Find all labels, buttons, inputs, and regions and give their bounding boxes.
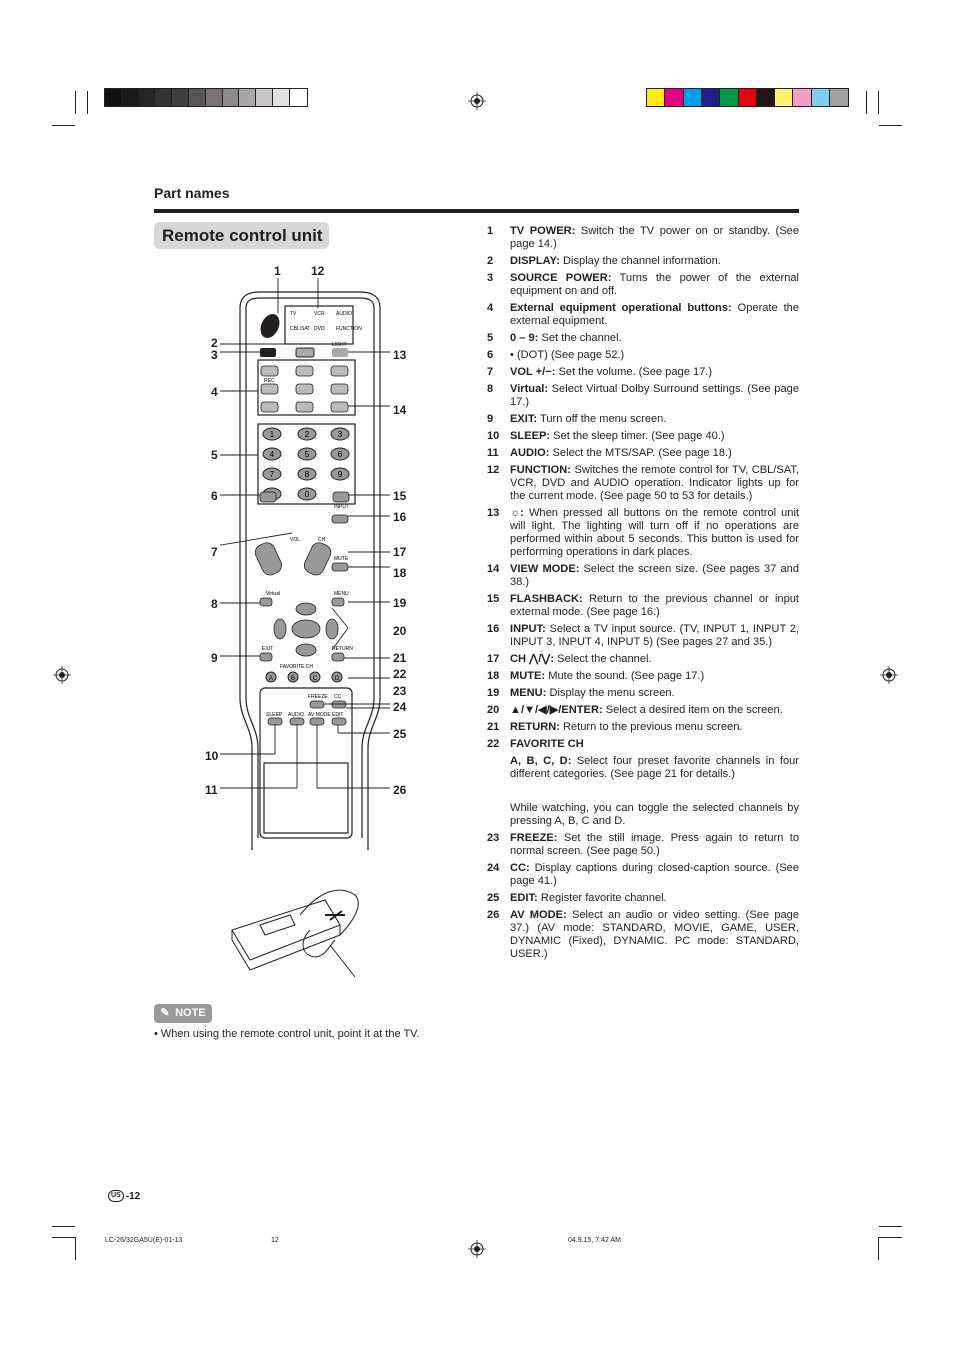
part-number: 20 <box>487 704 500 716</box>
remote-button-label: RETURN <box>332 646 353 652</box>
part-description <box>487 892 799 905</box>
part-text: EDIT: Register favorite channel. <box>510 892 667 904</box>
part-text: AUDIO: Select the MTS/SAP. (See page 18.) <box>510 447 732 459</box>
remote-button-label: CC <box>334 694 342 700</box>
callout-number: 15 <box>393 489 407 503</box>
part-number: 15 <box>487 593 500 605</box>
favorite-key-label: D <box>334 676 340 682</box>
part-number <box>487 755 510 781</box>
remote-button-label: MUTE <box>334 556 349 562</box>
part-number: 25 <box>487 892 500 904</box>
remote-button-label: VCR <box>314 311 325 317</box>
callout-number: 8 <box>211 597 218 611</box>
callout-number: 9 <box>211 651 218 665</box>
part-term: Virtual: <box>510 383 549 395</box>
part-number: 14 <box>487 563 500 575</box>
part-term: EXIT: <box>510 413 538 425</box>
remote-button-label: EDIT <box>332 712 344 718</box>
part-text: CH ⋀/⋁: Select the channel. <box>510 653 652 665</box>
part-number <box>487 785 510 798</box>
part-description <box>487 785 799 798</box>
part-text: FLASHBACK: Return to the previous channel or input external mode. (See page 16.) <box>510 593 799 618</box>
callout-number: 17 <box>393 545 407 559</box>
part-number: 3 <box>487 272 494 284</box>
color-swatch <box>830 89 848 106</box>
part-description-list <box>487 225 799 965</box>
registration-mark-left <box>53 666 71 684</box>
part-number: 1 <box>487 225 494 237</box>
remote-number-key-label: 1 <box>269 430 275 439</box>
part-number: 11 <box>487 447 499 459</box>
part-description <box>487 413 799 426</box>
color-swatch <box>172 89 189 106</box>
part-description <box>487 653 799 666</box>
part-text: VIEW MODE: Select the screen size. (See pages 37 and 38.) <box>510 563 799 588</box>
remote-button-label: EXIT <box>262 646 274 652</box>
remote-control-illustration <box>220 258 420 858</box>
color-swatch <box>273 89 290 106</box>
color-swatch <box>775 89 793 106</box>
registration-mark-right <box>880 666 898 684</box>
part-text: Virtual: Select Virtual Dolby Surround settings. (See page 17.) <box>510 383 799 408</box>
part-description <box>487 272 799 298</box>
remote-button-label: REC <box>264 378 275 384</box>
part-term: A, B, C, D: <box>510 755 572 767</box>
color-swatch <box>105 89 122 106</box>
callout-number: 3 <box>211 348 218 362</box>
callout-number: 12 <box>311 264 325 278</box>
part-text: AV MODE: Select an audio or video setting. (See page 37.) (AV mode: STANDARD, MOVIE, GAME, USER, DYNAMIC (Fixed), DYNAMIC. PC mode: STANDARD, USER.) <box>510 909 799 960</box>
part-text: RETURN: Return to the previous menu screen. <box>510 721 743 733</box>
remote-number-key-label: 2 <box>304 430 310 439</box>
part-description <box>487 738 799 751</box>
remote-button-label: CH <box>318 537 326 543</box>
part-description <box>487 430 799 443</box>
callout-number: 23 <box>393 684 407 698</box>
part-text: While watching, you can toggle the selected channels by pressing A, B, C and D. <box>510 802 799 827</box>
remote-button-label: MENU <box>334 591 349 597</box>
color-swatch <box>122 89 139 106</box>
part-term: DISPLAY: <box>510 255 560 267</box>
callout-number: 21 <box>393 651 407 665</box>
region-badge: US <box>108 1190 124 1202</box>
callout-number: 4 <box>211 385 218 399</box>
part-text <box>510 738 799 751</box>
part-number: 8 <box>487 383 494 395</box>
remote-number-key-label: 3 <box>337 430 343 439</box>
part-text: INPUT: Select a TV input source. (TV, INPUT 1, INPUT 2, INPUT 3, INPUT 4, INPUT 5) (See pages 27 and 35.) <box>510 623 799 648</box>
part-number: 7 <box>487 366 494 378</box>
part-term: 0 – 9: <box>510 332 539 344</box>
part-description <box>487 507 799 559</box>
color-swatch <box>739 89 757 106</box>
callout-number: 20 <box>393 624 407 638</box>
part-number: 12 <box>487 464 500 476</box>
color-swatch <box>720 89 738 106</box>
part-text: External equipment operational buttons: Operate the external equipment. <box>510 302 799 327</box>
page-number-text: -12 <box>125 1190 141 1202</box>
color-swatch <box>793 89 811 106</box>
part-description <box>487 366 799 379</box>
part-number: 10 <box>487 430 500 442</box>
part-text: EXIT: Turn off the menu screen. <box>510 413 667 425</box>
callout-number: 25 <box>393 727 407 741</box>
part-number: 19 <box>487 687 500 699</box>
remote-number-key-label: 5 <box>304 450 310 459</box>
part-description <box>487 721 799 734</box>
remote-button-label: AUDIO <box>336 311 352 317</box>
color-swatch <box>290 89 307 106</box>
part-description <box>487 447 799 460</box>
callout-number: 2 <box>211 336 218 350</box>
part-term: VOL +/−: <box>510 366 556 378</box>
header-rule <box>154 209 799 213</box>
part-number: 26 <box>487 909 500 921</box>
part-description <box>487 832 799 858</box>
remote-button-label: LIGHT <box>332 342 347 348</box>
callout-number: 11 <box>205 783 218 797</box>
part-term: FREEZE: <box>510 832 558 844</box>
part-description <box>487 687 799 700</box>
part-term: MUTE: <box>510 670 546 682</box>
part-text: VOL +/−: Set the volume. (See page 17.) <box>510 366 713 378</box>
part-term: EDIT: <box>510 892 538 904</box>
color-swatch <box>702 89 720 106</box>
part-number: 16 <box>487 623 500 635</box>
part-description <box>487 909 799 961</box>
favorite-key-label: B <box>290 676 296 682</box>
callout-number: 13 <box>393 348 407 362</box>
part-text: FREEZE: Set the still image. Press again to return to normal screen. (See page 50.) <box>510 832 799 857</box>
part-text: ☼: When pressed all buttons on the remote control unit will light. The lighting will turn off if no operations are performed within about 5 seconds. This button is used for performing operations in dark places. <box>510 507 799 558</box>
part-description <box>487 755 799 781</box>
remote-number-key-label: 9 <box>337 470 343 479</box>
part-description <box>487 255 799 268</box>
part-term: VIEW MODE: <box>510 563 580 575</box>
color-swatch <box>206 89 223 106</box>
part-term: ▲/▼/◀/▶/ENTER: <box>510 704 603 716</box>
part-text: DISPLAY: Display the channel information. <box>510 255 721 267</box>
remote-button-label: VOL <box>290 537 301 543</box>
part-term: AUDIO: <box>510 447 550 459</box>
part-number: 5 <box>487 332 494 344</box>
callout-number: 10 <box>205 749 219 763</box>
callout-number: 22 <box>393 667 407 681</box>
remote-button-label: AV MODE <box>308 712 331 718</box>
part-number: 6 <box>487 349 494 361</box>
part-number: 9 <box>487 413 494 425</box>
part-term: External equipment operational buttons: <box>510 302 732 314</box>
part-description <box>487 862 799 888</box>
color-swatch <box>647 89 665 106</box>
color-swatch <box>239 89 256 106</box>
part-description <box>487 349 799 362</box>
part-term: TV POWER: <box>510 225 576 237</box>
remote-button-label: SLEEP <box>266 712 283 718</box>
note-text: • When using the remote control unit, point it at the TV. <box>154 1028 420 1040</box>
part-term: AV MODE: <box>510 909 567 921</box>
remote-button-label: CBL/SAT <box>290 326 311 332</box>
color-swatch <box>665 89 683 106</box>
part-term: SOURCE POWER: <box>510 272 612 284</box>
part-text: SLEEP: Set the sleep timer. (See page 40.) <box>510 430 725 442</box>
part-term: ☼: <box>510 507 524 519</box>
part-number: 18 <box>487 670 500 682</box>
part-term: INPUT: <box>510 623 546 635</box>
callout-number: 18 <box>393 566 407 580</box>
part-text: ▲/▼/◀/▶/ENTER: Select a desired item on the screen. <box>510 704 783 716</box>
remote-button-label: TV <box>290 311 297 317</box>
footer-filename: LC-26/32GA5U(E)-01-13 <box>105 1237 183 1244</box>
color-swatch <box>757 89 775 106</box>
part-term: MENU: <box>510 687 547 699</box>
part-description <box>487 563 799 589</box>
part-number: 24 <box>487 862 500 874</box>
part-description <box>487 464 799 503</box>
callout-number: 24 <box>393 700 407 714</box>
part-number: 21 <box>487 721 500 733</box>
part-text: SOURCE POWER: Turns the power of the external equipment on and off. <box>510 272 799 297</box>
remote-button-label: FUNCTION <box>336 326 362 332</box>
color-swatch <box>684 89 702 106</box>
callout-number: 1 <box>274 264 281 278</box>
note-label: NOTE <box>175 1007 206 1019</box>
favorite-key-label: C <box>312 676 318 682</box>
remote-number-key-label: 0 <box>304 490 310 499</box>
part-number: 22 <box>487 738 500 750</box>
part-number: 4 <box>487 302 494 314</box>
part-description <box>487 704 799 717</box>
color-swatch <box>139 89 156 106</box>
part-description <box>487 623 799 649</box>
color-swatch <box>223 89 240 106</box>
part-term: FUNCTION: <box>510 464 572 476</box>
part-number <box>487 802 510 828</box>
registration-mark-bottom <box>468 1240 486 1258</box>
callout-number: 5 <box>211 448 218 462</box>
note-badge <box>154 1004 212 1023</box>
part-description <box>487 802 799 828</box>
remote-number-key-label: 6 <box>337 450 343 459</box>
part-description <box>487 332 799 345</box>
registration-mark-top <box>468 92 486 110</box>
part-number: 13 <box>487 507 500 519</box>
footer-date: 04.9.15, 7:42 AM <box>568 1237 621 1244</box>
color-swatch <box>812 89 830 106</box>
part-number: 23 <box>487 832 500 844</box>
section-title: Part names <box>154 185 230 201</box>
footer-page: 12 <box>271 1237 279 1244</box>
remote-button-label: FAVORITE CH <box>280 664 313 670</box>
part-description <box>487 670 799 683</box>
remote-button-label: AUDIO <box>288 712 304 718</box>
remote-button-label: FREEZE <box>308 694 328 700</box>
part-text <box>510 785 799 798</box>
part-number: 2 <box>487 255 494 267</box>
part-term: SLEEP: <box>510 430 551 442</box>
callout-number: 16 <box>393 510 407 524</box>
battery-cover-illustration <box>230 885 365 980</box>
part-term: CH ⋀/⋁: <box>510 653 555 665</box>
callout-number: 26 <box>393 783 407 797</box>
page-heading: Remote control unit <box>154 222 329 249</box>
remote-button-label: DVD <box>314 326 325 332</box>
part-number: 17 <box>487 653 500 665</box>
part-description <box>487 302 799 328</box>
part-text: CC: Display captions during closed-caption source. (See page 41.) <box>510 862 799 887</box>
part-text: A, B, C, D: Select four preset favorite channels in four different categories. (See page 21 for details.) <box>510 755 800 780</box>
part-text: 0 – 9: Set the channel. <box>510 332 622 344</box>
part-text: MENU: Display the menu screen. <box>510 687 675 699</box>
part-text: TV POWER: Switch the TV power on or standby. (See page 14.) <box>510 225 799 250</box>
color-swatch <box>155 89 172 106</box>
callout-number: 19 <box>393 596 407 610</box>
remote-number-key-label: 8 <box>304 470 310 479</box>
part-term: FAVORITE CH <box>510 738 584 750</box>
part-description <box>487 383 799 409</box>
part-term: FLASHBACK: <box>510 593 583 605</box>
remote-number-key-label: 4 <box>269 450 275 459</box>
favorite-key-label: A <box>268 676 274 682</box>
part-text: FUNCTION: Switches the remote control for TV, CBL/SAT, VCR, DVD and AUDIO operation. Indicator lights up for the current mode. (See page 50 to 53 for details.) <box>510 464 799 502</box>
part-term: RETURN: <box>510 721 560 733</box>
part-description <box>487 225 799 251</box>
part-text: MUTE: Mute the sound. (See page 17.) <box>510 670 705 682</box>
callout-number: 14 <box>393 403 407 417</box>
remote-button-label: Virtual <box>266 591 281 597</box>
callout-number: 7 <box>211 545 218 559</box>
page-number <box>108 1190 140 1202</box>
note-icon: ✎ <box>160 1007 170 1019</box>
part-text: • (DOT) (See page 52.) <box>510 349 625 361</box>
part-description <box>487 593 799 619</box>
callout-number: 6 <box>211 489 218 503</box>
remote-number-key-label: 7 <box>269 470 275 479</box>
color-swatch <box>256 89 273 106</box>
remote-button-label: INPUT <box>334 504 349 510</box>
color-swatch <box>189 89 206 106</box>
part-term: CC: <box>510 862 530 874</box>
